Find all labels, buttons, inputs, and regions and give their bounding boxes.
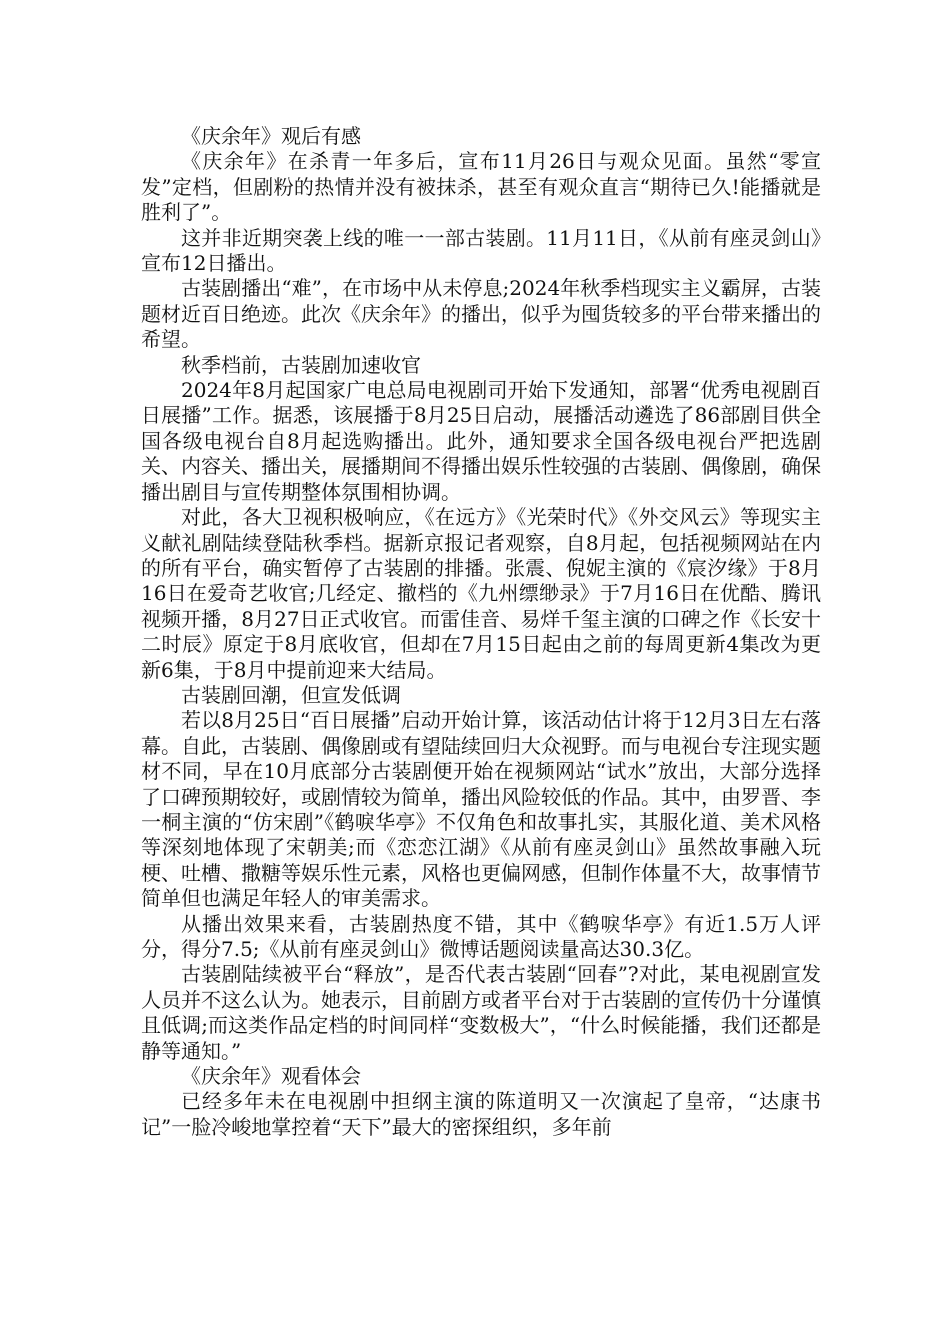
- paragraph: 古装剧播出“难”，在市场中从未停息;2024年秋季档现实主义霸屏，古装题材近百日绝迹。此次《庆余年》的播出，似乎为囤货较多的平台带来播出的希望。: [141, 276, 821, 352]
- section-heading: 秋季档前，古装剧加速收官: [181, 352, 421, 377]
- paragraph: 已经多年未在电视剧中担纲主演的陈道明又一次演起了皇帝，“达康书记”一脸冷峻地掌控着“天下”最大的密探组织，多年前: [141, 1089, 821, 1139]
- heading-reflection-title: 《庆余年》观后有感: [181, 124, 361, 148]
- paragraph: 这并非近期突袭上线的唯一一部古装剧。11月11日，《从前有座灵剑山》宣布12日播出。: [141, 225, 821, 276]
- paragraph: 2024年8月起国家广电总局电视剧司开始下发通知，部署“优秀电视剧百日展播”工作。据悉，该展播于8月25日启动，展播活动遴选了86部剧目供全国各级电视台自8月起选购播出。此外，通知要求全国各级电视台严把选剧关、内容关、播出关，展播期间不得播出娱乐性较强的古装剧、偶像剧，确保播出剧目与宣传期整体氛围相协调。: [141, 378, 821, 504]
- paragraph: 若以8月25日“百日展播”启动开始计算，该活动估计将于12月3日左右落幕。自此，古装剧、偶像剧或有望陆续回归大众视野。而与电视台专注现实题材不同，早在10月底部分古装剧便开始在视频网站“试水”放出，大部分选择了口碑预期较好，或剧情较为简单，播出风险较低的作品。其中，由罗晋、李一桐主演的“仿宋剧”《鹤唳华亭》不仅角色和故事扎实，其服化道、美术风格等深刻地体现了宋朝美;而《恋恋江湖》《从前有座灵剑山》虽然故事融入玩梗、吐槽、撒糖等娱乐性元素，风格也更偏网感，但制作体量不大，故事情节简单但也满足年轻人的审美需求。: [141, 708, 821, 911]
- paragraph: 从播出效果来看，古装剧热度不错，其中《鹤唳华亭》有近1.5万人评分，得分7.5;《从前有座灵剑山》微博话题阅读量高达30.3亿。: [141, 911, 821, 961]
- paragraph: 对此，各大卫视积极响应，《在远方》《光荣时代》《外交风云》等现实主义献礼剧陆续登陆秋季档。据新京报记者观察，自8月起，包括视频网站在内的所有平台，确实暂停了古装剧的排播。张震、倪妮主演的《宸汐缘》于8月16日在爱奇艺收官;几经定、撤档的《九州缥缈录》于7月16日在优酷、腾讯视频开播，8月27日正式收官。而雷佳音、易烊千玺主演的口碑之作《长安十二时辰》原定于8月底收官，但却在7月15日起由之前的每周更新4集改为更新6集，于8月中提前迎来大结局。: [141, 505, 821, 682]
- paragraph: 古装剧陆续被平台“释放”，是否代表古装剧“回春”?对此，某电视剧宣发人员并不这么认为。她表示，目前剧方或者平台对于古装剧的宣传仍十分谨慎且低调;而这类作品定档的时间同样“变数极大”，“什么时候能播，我们还都是静等通知。”: [141, 962, 821, 1063]
- document-body: [141, 124, 821, 1140]
- section-heading: 古装剧回潮，但宣发低调: [181, 682, 401, 707]
- paragraph: 《庆余年》在杀青一年多后，宣布11月26日与观众见面。虽然“零宣发”定档，但剧粉的热情并没有被抹杀，甚至有观众直言“期待已久!能播就是胜利了”。: [141, 149, 821, 225]
- section-heading: 《庆余年》观看体会: [181, 1064, 361, 1089]
